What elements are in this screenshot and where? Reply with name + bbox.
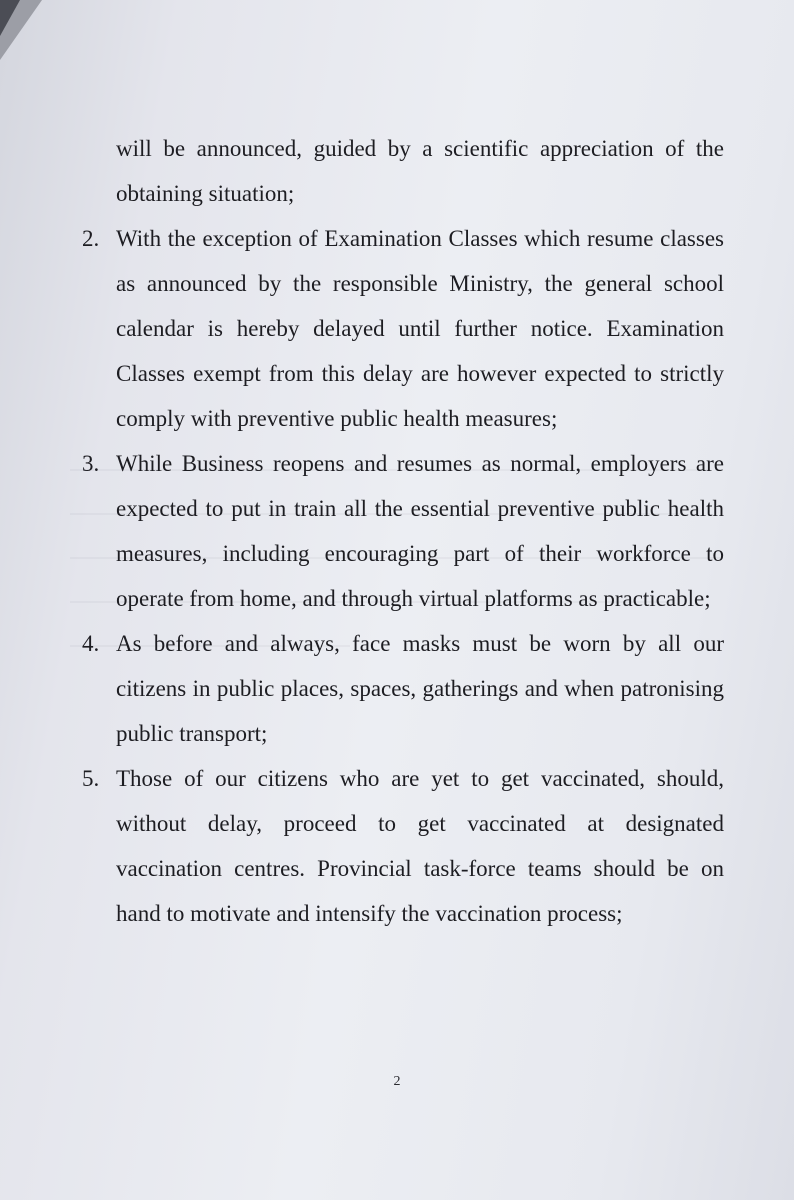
list-item-text: While Business reopens and resumes as normal, employers are expected to put in train all the essential preventive public health measures, including encouraging part of their workforce to operate from home, and through virtual platforms as practicable; [116,451,724,611]
list-item-text: As before and always, face masks must be worn by all our citizens in public places, spaces, gatherings and when patronising public transport; [116,631,724,746]
list-item-5 [82,756,724,936]
list-item-3 [82,441,724,621]
document-body [82,126,724,936]
continuation-paragraph: will be announced, guided by a scientific appreciation of the obtaining situation; [116,136,724,206]
list-number: 4. [82,631,100,656]
page-number: 2 [393,1074,401,1089]
list-item-2 [82,216,724,441]
list-number: 3. [82,451,100,476]
list-number: 2. [82,226,100,251]
list-item-text: Those of our citizens who are yet to get vaccinated, should, without delay, proceed to get vaccinated at designated vaccination centres. Provincial task-force teams should be on hand to motivate and intensify the vaccination process; [116,766,724,926]
list-item-text: With the exception of Examination Classes which resume classes as announced by the responsible Ministry, the general school calendar is hereby delayed until further notice. Examination Classes exempt from this delay are however expected to strictly comply with preventive public health measures; [116,226,724,431]
list-number: 5. [82,766,100,791]
list-item-4 [82,621,724,756]
